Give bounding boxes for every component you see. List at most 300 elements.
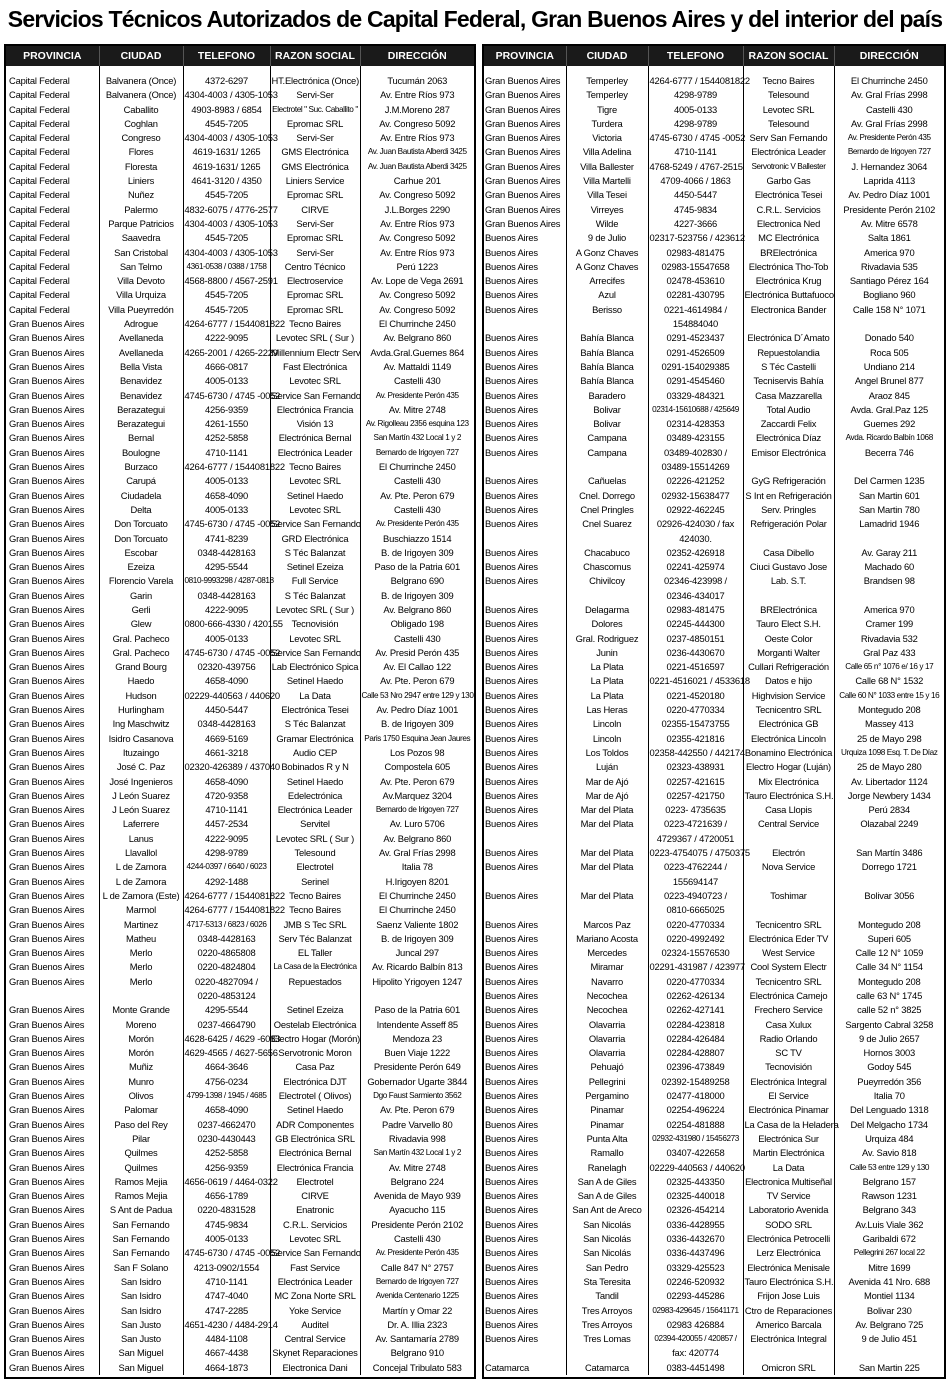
cell-ciudad: San Telmo [99,260,183,274]
cell-provincia: Buenos Aires [484,1003,566,1017]
cell-ciudad: Munro [99,1075,183,1089]
cell-ciudad: Olavarria [566,1032,648,1046]
cell-telefono: 02346-423998 / [648,574,743,588]
table-row [6,131,474,145]
table-row [6,703,474,717]
table-row [6,975,474,989]
table-row [6,846,474,860]
cell-telefono: 02241-425974 [648,560,743,574]
cell-telefono: 4710-1141 [183,1275,270,1289]
cell-ciudad: Tandil [566,1289,648,1303]
cell-telefono: 02983-481475 [648,246,743,260]
cell-razon-social: Levotec SRL ( Sur ) [270,331,360,345]
cell-provincia: Buenos Aires [484,374,566,388]
cell-provincia: Gran Buenos Aires [6,317,99,331]
cell-ciudad: Marmol [99,903,183,917]
cell-provincia: Gran Buenos Aires [6,1232,99,1246]
cell-telefono: 02323-438931 [648,760,743,774]
cell-razon-social: Electrónica Francia [270,403,360,417]
table-row [6,617,474,631]
cell-ciudad: Delagarma [566,603,648,617]
cell-provincia: Gran Buenos Aires [484,160,566,174]
cell-direccion: Calle 65 n° 1076 e/ 16 y 17 [845,662,934,672]
cell-ciudad: Burzaco [99,460,183,474]
table-row [6,1318,474,1332]
cell-ciudad: Coghlan [99,117,183,131]
cell-telefono: 03407-422658 [648,1146,743,1160]
cell-razon-social: Setinel Ezeiza [270,560,360,574]
cell-provincia: Buenos Aires [484,1075,566,1089]
cell-direccion: Donado 540 [864,332,914,344]
cell-provincia: Capital Federal [6,188,99,202]
cell-ciudad: Mar del Plata [566,803,648,817]
cell-telefono: 424030. [648,532,743,546]
cell-direccion: Av. Pte. Peron 679 [380,675,455,687]
cell-direccion: Av. Rigolleau 2356 esquina 123 [365,419,469,429]
cell-ciudad: Garin [99,589,183,603]
cell-direccion: Belgrano 910 [390,1347,444,1359]
table-row [6,503,474,517]
cell-direccion: Roca 505 [869,346,909,358]
cell-direccion: Brandsen 98 [863,575,915,587]
table-row [6,374,474,388]
cell-telefono: 4545-7205 [183,188,270,202]
cell-provincia: Gran Buenos Aires [6,717,99,731]
cell-razon-social: Cullari Refrigeración [743,660,834,674]
table-row [484,817,944,831]
cell-razon-social: Service San Fernando [270,389,360,403]
cell-ciudad: Balvanera (Once) [99,74,183,88]
cell-provincia: Buenos Aires [484,1161,566,1175]
table-row [484,1003,944,1017]
cell-direccion: Av. Gral Frías 2998 [850,89,928,101]
table-row [484,174,944,188]
cell-razon-social: West Service [743,946,834,960]
table-header-row [6,46,474,66]
cell-direccion: Compostela 605 [384,761,450,773]
table-row [484,1332,944,1346]
cell-telefono: 4298-9789 [183,846,270,860]
cell-direccion: Del Melgacho 1734 [850,1118,928,1130]
cell-telefono: 4745-6730 / 4745 -0052 [183,389,270,403]
cell-razon-social: Millennium Electr Serv [270,346,360,360]
cell-razon-social: GB Electrónica SRL [270,1132,360,1146]
cell-telefono: 4304-4003 / 4305-1053 [183,217,270,231]
cell-telefono: 0336-4432670 [648,1232,743,1246]
cell-ciudad: La Plata [566,689,648,703]
cell-telefono: 154884040 [648,317,743,331]
cell-direccion: Gobernador Ugarte 3844 [367,1075,468,1087]
cell-telefono: 02477-418000 [648,1089,743,1103]
cell-telefono: 4664-3646 [183,1060,270,1074]
cell-ciudad: Gral. Pacheco [99,646,183,660]
table-row [6,589,474,603]
table-row [484,303,944,317]
cell-ciudad: Temperley [566,88,648,102]
table-row [484,103,944,117]
cell-direccion: Av. Presidente Perón 435 [375,519,459,529]
cell-telefono: 4658-4090 [183,1103,270,1117]
cell-telefono: 4545-7205 [183,303,270,317]
cell-provincia: Capital Federal [6,88,99,102]
cell-direccion: Rawson 1231 [861,1190,917,1202]
cell-direccion: Tucumán 2063 [387,75,448,86]
table-row [484,689,944,703]
cell-direccion: Urquiza 484 [865,1132,914,1144]
cell-razon-social: C.R.L. Servicios [743,203,834,217]
cell-direccion [360,989,474,1003]
cell-razon-social: Electrónica Pinamar [743,1103,834,1117]
cell-direccion: Av.Marquez 3204 [382,789,453,801]
cell-razon-social: Serv San Fernando [743,131,834,145]
cell-direccion: Av. Belgrano 860 [383,832,452,844]
cell-ciudad: Ezeiza [99,560,183,574]
cell-razon-social: Audio CEP [270,746,360,760]
cell-ciudad: A Gonz Chaves [566,260,648,274]
table-row [6,1175,474,1189]
cell-direccion: America 970 [864,246,915,258]
cell-razon-social: GyG Refrigeración [743,474,834,488]
cell-provincia: Gran Buenos Aires [484,74,566,88]
table-row [6,417,474,431]
cell-provincia: Buenos Aires [484,1175,566,1189]
cell-provincia [484,903,566,917]
cell-provincia: Buenos Aires [484,1318,566,1332]
cell-direccion: Perú 1223 [396,260,438,272]
cell-ciudad: Cnel Pringles [566,503,648,517]
cell-telefono: 0221-4614984 / [648,303,743,317]
cell-ciudad: J León Suarez [99,803,183,817]
cell-direccion: Buschiazzo 1514 [383,532,452,544]
cell-ciudad: Mar del Plata [566,860,648,874]
cell-razon-social: Electro Hogar (Luján) [743,760,834,774]
cell-ciudad: Ing Maschwitz [99,717,183,731]
cell-provincia: Buenos Aires [484,274,566,288]
cell-telefono: 4658-4090 [183,775,270,789]
cell-razon-social: GRD Electrónica [270,532,360,546]
cell-razon-social: Tauro Electrónica S.H. [743,1275,834,1289]
cell-telefono: 4710-1141 [183,803,270,817]
cell-provincia: Buenos Aires [484,860,566,874]
cell-direccion: 9 de Julio 2657 [858,1032,920,1044]
cell-provincia [484,589,566,603]
cell-provincia: Gran Buenos Aires [6,946,99,960]
cell-direccion: H.Irigoyen 8201 [385,875,449,887]
cell-direccion: Santiago Pérez 164 [849,275,929,287]
cell-direccion: Los Pozos 98 [390,746,445,758]
cell-direccion: Machado 60 [864,561,915,573]
table-row [6,260,474,274]
cell-direccion: Ayacucho 115 [389,1204,446,1216]
cell-ciudad: 9 de Julio [566,231,648,245]
cell-razon-social: CIRVE [270,203,360,217]
cell-direccion [834,903,944,917]
cell-telefono: 4005-0133 [183,503,270,517]
table-row [6,460,474,474]
cell-telefono: 4298-9789 [648,117,743,131]
table-row [484,560,944,574]
cell-ciudad: Catamarca [566,1361,648,1375]
cell-ciudad [566,903,648,917]
cell-telefono: 0220-4827094 / [183,975,270,989]
cell-provincia: Gran Buenos Aires [6,331,99,345]
cell-provincia: Gran Buenos Aires [484,217,566,231]
cell-provincia: Gran Buenos Aires [6,374,99,388]
cell-direccion: J.L.Borges 2290 [384,203,450,215]
cell-direccion: B. de Irigoyen 309 [381,589,454,601]
cell-razon-social: Tecnicentro SRL [743,918,834,932]
cell-provincia: Gran Buenos Aires [6,646,99,660]
cell-razon-social: El Service [743,1089,834,1103]
cell-telefono: 4252-5858 [183,1146,270,1160]
table-row [6,546,474,560]
table-row [484,417,944,431]
cell-ciudad: Morón [99,1046,183,1060]
cell-direccion: Calle 53 entre 129 y 130 [849,1162,930,1172]
table-row [6,875,474,889]
cell-telefono: 4545-7205 [183,288,270,302]
cell-provincia: Gran Buenos Aires [6,1003,99,1017]
cell-provincia: Gran Buenos Aires [6,960,99,974]
cell-direccion: Av. Gral Frías 2998 [378,847,456,859]
cell-provincia: Gran Buenos Aires [6,574,99,588]
cell-direccion: Paso de la Patria 601 [374,561,460,573]
cell-ciudad: San A de Giles [566,1189,648,1203]
cell-telefono: 02293-445286 [648,1289,743,1303]
table-row [484,632,944,646]
cell-telefono: 02317-523756 / 423612 [648,231,743,245]
table-row [484,846,944,860]
cell-direccion: Araoz 845 [868,389,910,401]
cell-razon-social: Electrónica Leader [270,803,360,817]
table-row [6,1304,474,1318]
cell-telefono: 4005-0133 [648,103,743,117]
cell-ciudad: Ciudadela [99,489,183,503]
cell-telefono: 0348-4428163 [183,589,270,603]
cell-telefono: 4658-4090 [183,674,270,688]
cell-provincia: Gran Buenos Aires [6,1304,99,1318]
cell-telefono: 4745-6730 / 4745 -0052 [183,517,270,531]
cell-razon-social: Epromac SRL [270,188,360,202]
cell-ciudad: Benavidez [99,374,183,388]
cell-razon-social: Electrónica GB [743,717,834,731]
table-row [484,188,944,202]
cell-ciudad: Haedo [99,674,183,688]
cell-razon-social: Gramar Electrónica [270,732,360,746]
cell-telefono: 02246-520932 [648,1275,743,1289]
table-row [484,1032,944,1046]
cell-provincia: Gran Buenos Aires [6,1189,99,1203]
cell-direccion: Angel Brunel 877 [854,375,924,387]
table-row [6,817,474,831]
cell-razon-social: Edelectrónica [270,789,360,803]
table-row [6,231,474,245]
table-row [484,603,944,617]
table-row [484,160,944,174]
cell-direccion: Intendente Asseff 85 [376,1018,458,1030]
cell-telefono: 02257-421615 [648,775,743,789]
cell-razon-social: Electroservice [270,274,360,288]
cell-razon-social: S Téc Balanzat [270,546,360,560]
cell-ciudad: Olavarria [566,1046,648,1060]
cell-direccion: Castelli 430 [393,503,441,515]
cell-ciudad [566,317,648,331]
cell-telefono: 02314-15610688 / 425649 [648,403,743,417]
cell-razon-social: SODO SRL [743,1218,834,1232]
table-row [6,803,474,817]
cell-telefono: 4747-2285 [183,1304,270,1318]
cell-razon-social: Laboratorio Avenida [743,1203,834,1217]
cell-ciudad: Azul [566,288,648,302]
table-row [484,660,944,674]
cell-ciudad: Villa Pueyrredón [99,303,183,317]
cell-telefono: 4651-4230 / 4484-2914 [183,1318,270,1332]
cell-ciudad: José C. Paz [99,760,183,774]
cell-razon-social: Total Audio [743,403,834,417]
table-row [6,446,474,460]
cell-razon-social: Electrónica Tesei [743,188,834,202]
table-row [484,1046,944,1060]
table-row [6,1161,474,1175]
table-row [484,288,944,302]
cell-ciudad: Pinamar [566,1118,648,1132]
cell-direccion: Bolivar 230 [866,1304,912,1316]
cell-provincia: Capital Federal [6,74,99,88]
cell-direccion: Olazabal 2249 [860,818,919,830]
cell-ciudad: San Fernando [99,1232,183,1246]
cell-direccion: Presidente Perón 2102 [371,1218,464,1230]
cell-provincia: Gran Buenos Aires [484,88,566,102]
table-row [484,674,944,688]
cell-direccion: Juncal 297 [395,947,439,959]
cell-telefono: 4222-9095 [183,603,270,617]
cell-razon-social [270,989,360,1003]
header-direccion: DIRECCIÓN [834,46,944,66]
cell-razon-social: Tecnovisión [743,1060,834,1074]
cell-provincia: Gran Buenos Aires [6,1332,99,1346]
cell-telefono: 4264-6777 / 1544081822 [183,460,270,474]
cell-ciudad: Tres Arroyos [566,1304,648,1318]
cell-razon-social: Levotec SRL [270,474,360,488]
table-row [484,574,944,588]
cell-direccion: Calle 60 N° 1033 entre 15 y 16 [839,690,940,700]
cell-ciudad: Mar de Ajó [566,775,648,789]
table-row [484,589,944,603]
cell-telefono: 02358-442550 / 442174 [648,746,743,760]
cell-provincia: Gran Buenos Aires [6,732,99,746]
cell-telefono: 4304-4003 / 4305-1053 [183,131,270,145]
table-row [484,1089,944,1103]
cell-ciudad: San Miguel [99,1346,183,1360]
cell-ciudad: Ituzaingo [99,746,183,760]
cell-provincia: Buenos Aires [484,1060,566,1074]
cell-telefono: 0291-4523437 [648,331,743,345]
table-row [484,1118,944,1132]
cell-ciudad: Bella Vista [99,360,183,374]
table-row [6,1089,474,1103]
table-row [6,88,474,102]
table-row [6,1018,474,1032]
cell-provincia: Buenos Aires [484,1089,566,1103]
cell-razon-social: Telesound [270,846,360,860]
cell-telefono: 4264-6777 / 1544081822 [183,903,270,917]
cell-telefono: 02284-428807 [648,1046,743,1060]
cell-telefono: 0221-4516597 [648,660,743,674]
cell-razon-social: Tecno Baires [270,460,360,474]
cell-razon-social: Electrónica Díaz [743,431,834,445]
cell-razon-social: Servotronic V Ballester [743,160,834,174]
cell-direccion: Castelli 430 [865,103,913,115]
cell-direccion: El Churrinche 2450 [378,318,456,330]
table-row [484,546,944,560]
cell-telefono: 0223-4754075 / 4750375 [648,846,743,860]
cell-razon-social: Tecno Baires [270,889,360,903]
cell-razon-social: Serv Téc Balanzat [270,932,360,946]
table-row [6,517,474,531]
cell-razon-social: Martin Electrónica [743,1146,834,1160]
table-row [6,1032,474,1046]
table-row [484,331,944,345]
cell-razon-social: Electrón [743,846,834,860]
table-row [484,875,944,889]
cell-telefono: 0237-4664790 [183,1018,270,1032]
cell-provincia: Gran Buenos Aires [6,632,99,646]
cell-provincia: Buenos Aires [484,674,566,688]
cell-provincia: Catamarca [484,1361,566,1375]
cell-provincia: Capital Federal [6,103,99,117]
cell-direccion: Garibaldi 672 [862,1233,916,1245]
table-row [484,317,944,331]
cell-telefono: 02320-426389 / 437040 [183,760,270,774]
cell-ciudad: Monte Grande [99,1003,183,1017]
cell-ciudad: Campana [566,446,648,460]
cell-telefono: 02324-15576530 [648,946,743,960]
cell-provincia: Buenos Aires [484,1132,566,1146]
cell-razon-social: Electrónica Leader [270,446,360,460]
cell-direccion: Italia 78 [401,861,433,873]
cell-telefono: 4457-2534 [183,817,270,831]
cell-razon-social: S Téc Balanzat [270,717,360,731]
cell-telefono: 03489-15514269 [648,460,743,474]
cell-razon-social: Casa Mazzarella [743,389,834,403]
cell-ciudad: Adrogue [99,317,183,331]
cell-razon-social: Repuestados [270,975,360,989]
cell-razon-social [743,1346,834,1360]
cell-provincia: Gran Buenos Aires [6,775,99,789]
cell-provincia: Buenos Aires [484,1246,566,1260]
table-row [6,632,474,646]
cell-telefono: 02325-443350 [648,1175,743,1189]
cell-direccion: Urquiza 1098 Esq. T. De Díaz [840,747,938,757]
cell-razon-social [743,589,834,603]
cell-ciudad: S Ant de Padua [99,1203,183,1217]
cell-provincia: Gran Buenos Aires [6,1361,99,1375]
table-row [6,574,474,588]
cell-ciudad: Villa Tesei [566,188,648,202]
table-row [484,1060,944,1074]
cell-ciudad: Merlo [99,960,183,974]
cell-ciudad: Ramos Mejia [99,1175,183,1189]
cell-direccion: Dgo Faust Sarmiento 3562 [373,1091,462,1101]
cell-razon-social: La Casa de la Electrónica [270,960,360,974]
table-row [6,1189,474,1203]
cell-telefono: 0236-4430670 [648,646,743,660]
cell-direccion: Av. Pedro Díaz 1001 [848,189,931,201]
cell-ciudad: Moreno [99,1018,183,1032]
cell-provincia: Gran Buenos Aires [6,1032,99,1046]
cell-telefono: 02245-444300 [648,617,743,631]
cell-provincia: Buenos Aires [484,1332,566,1346]
